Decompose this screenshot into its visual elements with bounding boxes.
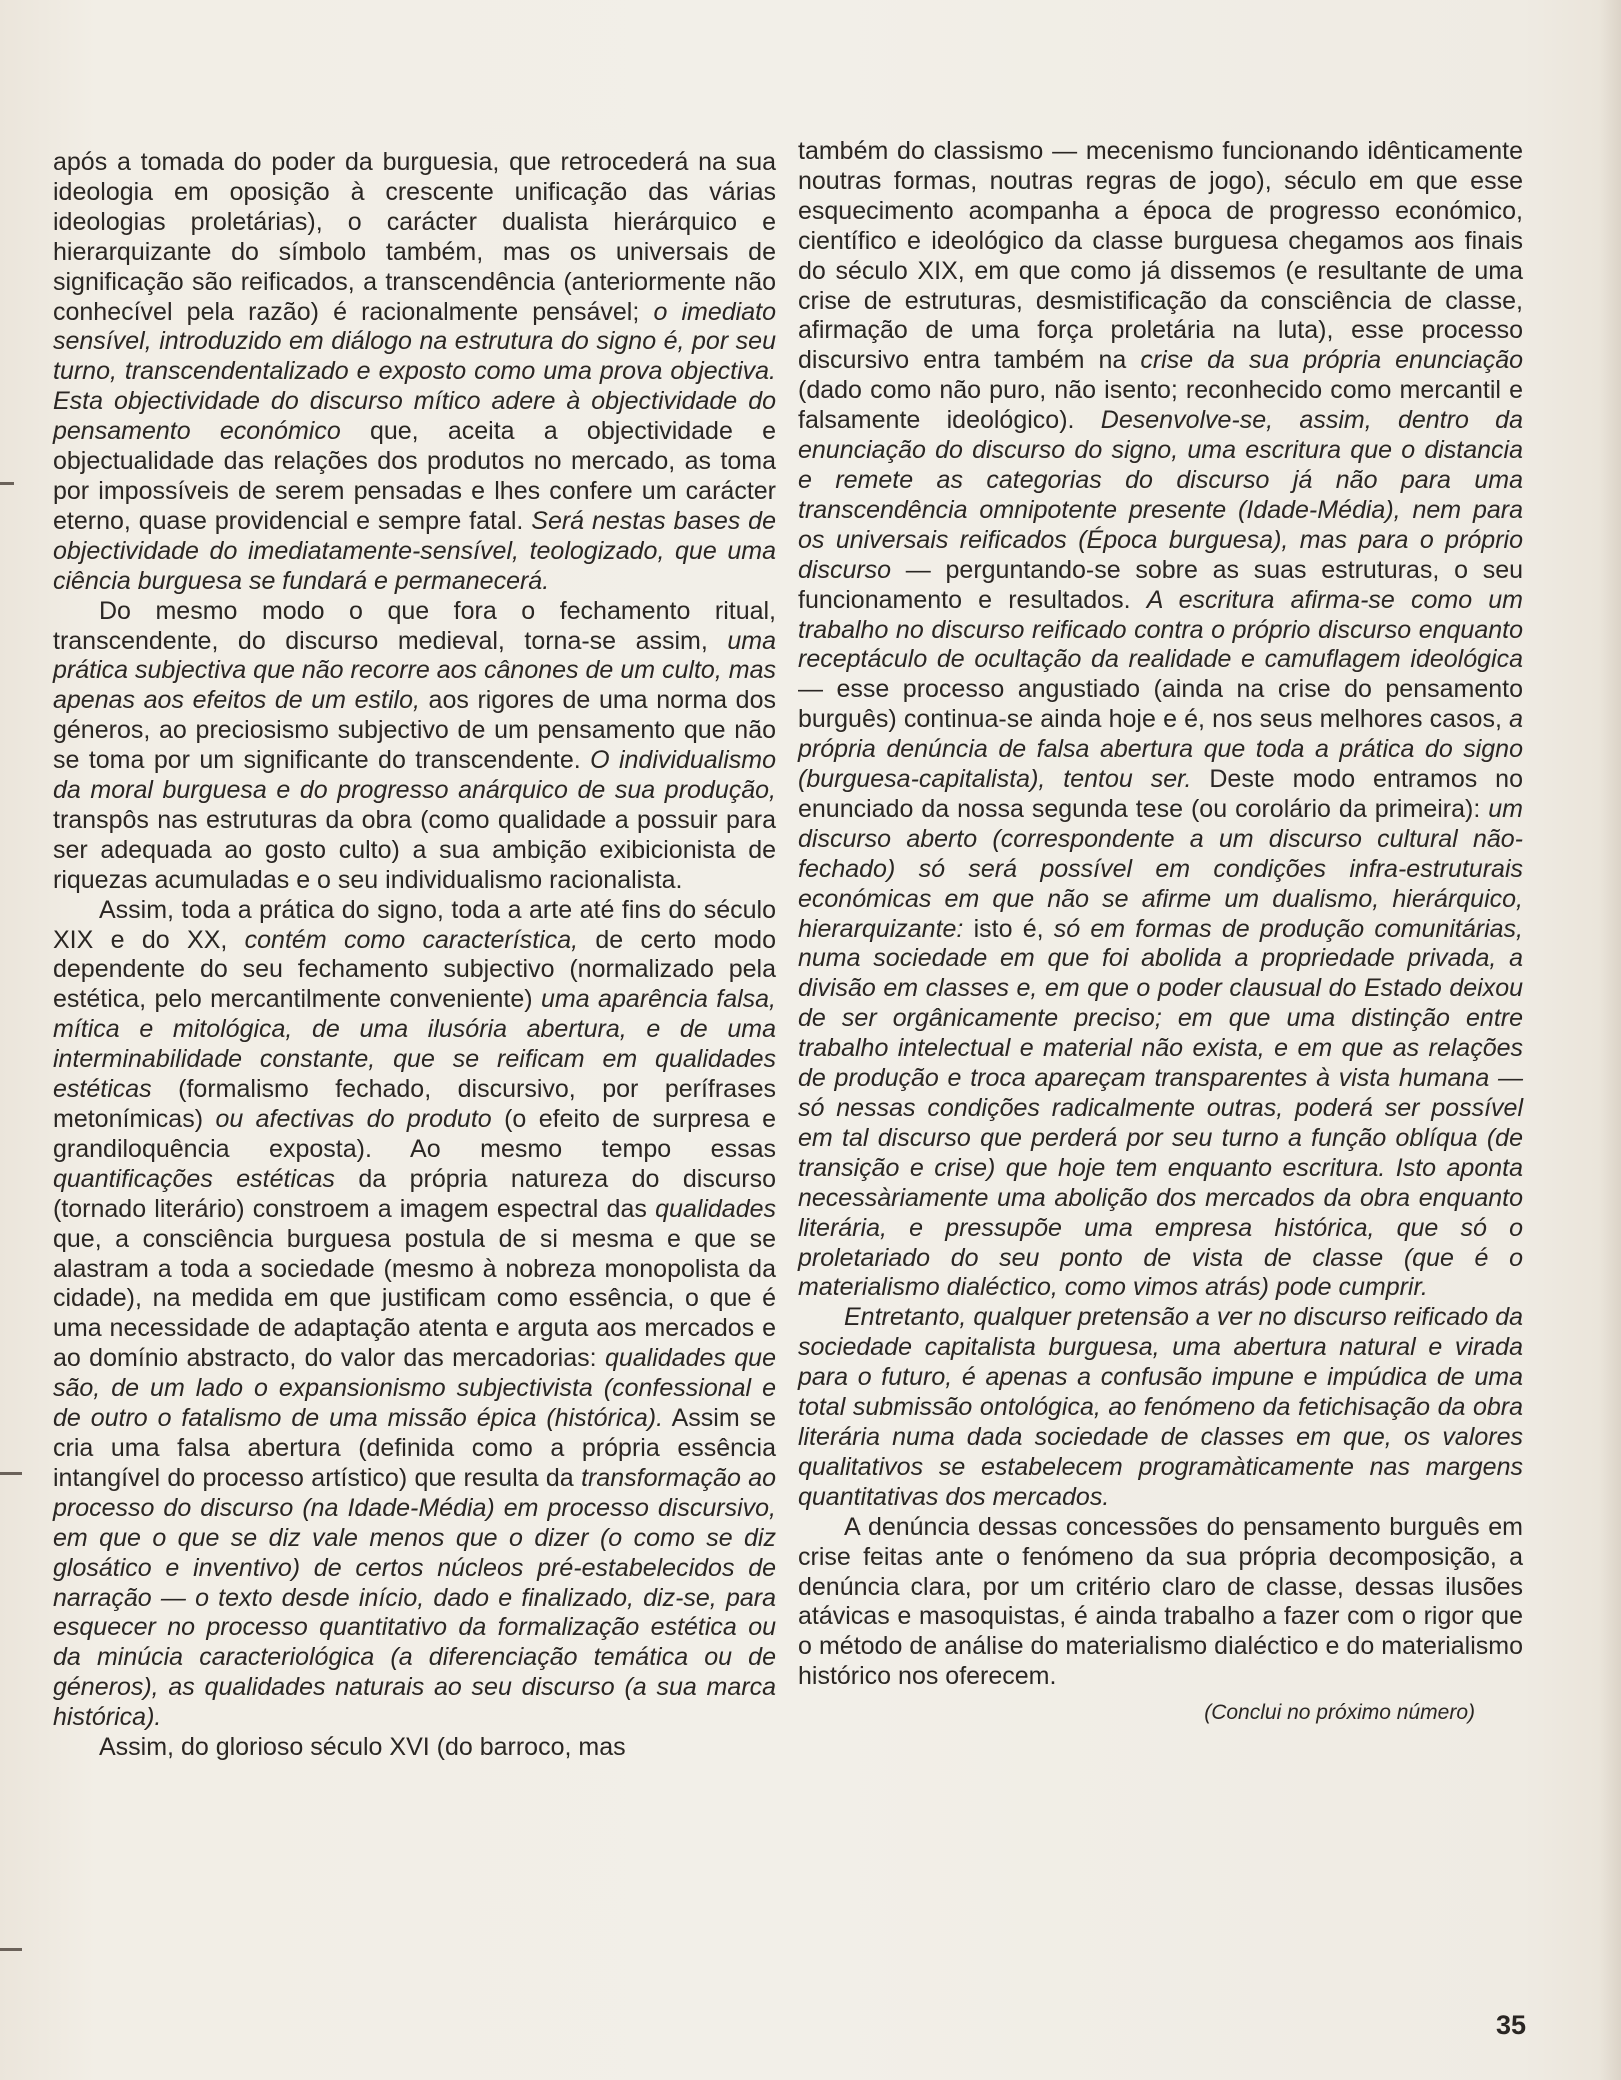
text-run: Deste modo entramos no enunciado da nossa segunda tese (ou corolário da primeira): <box>798 765 1523 823</box>
text-run: que, aceita a objectividade e objectualidade das relações dos produtos no mercado, as toma por impossíveis de serem pensadas e lhes confere um carácter eterno, quase providencial e sempre fatal. <box>53 417 776 535</box>
continuation-note: (Conclui no próximo número) <box>1204 1701 1475 1725</box>
page-number: 35 <box>1496 2010 1527 2040</box>
right-column <box>798 137 1523 1728</box>
italic-text: um discurso aberto (correspondente a um discurso cultural não-fechado) só será possível em condições infra-estruturais económicas em que não se afirme um dualismo, hierárquico, hierarquizante: <box>798 794 1523 943</box>
italic-text: ou afectivas do produto <box>215 1105 492 1133</box>
paragraph <box>798 1513 1523 1692</box>
italic-text: qualidades que são, de um lado o expansionismo subjectivista (confessional e de outro o fatalismo de uma missão épica (histórica). <box>53 1344 776 1433</box>
text-run: Assim se cria uma falsa abertura (definida como a própria essência intangível do processo artístico) que resulta da <box>53 1404 776 1492</box>
paragraph <box>53 1733 776 1763</box>
text-run: aos rigores de uma norma dos géneros, ao preciosismo subjectivo de um pensamento que não se toma por um significante do transcendente. <box>53 686 776 775</box>
paragraph <box>53 148 776 597</box>
left-column <box>53 148 776 1763</box>
margin-mark <box>0 1948 22 1951</box>
text-run: Assim, do glorioso século XVI (do barroco, mas <box>99 1733 626 1762</box>
italic-text: Será nestas bases de objectividade do imediatamente-sensível, teologizado, que uma ciência burguesa se fundará e permanecerá. <box>53 506 776 595</box>
text-run: que, a consciência burguesa postula de si mesma e que se alastram a toda a sociedade (mesmo à nobreza monopolista da cidade), na medida em que justificam como essência, o que é uma necessidade de adaptação atenta e arguta aos mercados e ao domínio abstracto, do valor das mercadorias: <box>53 1224 776 1373</box>
margin-mark <box>0 482 14 485</box>
text-run: após a tomada do poder da burguesia, que retrocederá na sua ideologia em oposição à crescente unificação das várias ideologias proletárias), o carácter dualista hierárquico e hierarquizante do símbolo também, mas os universais de significação são reificados, a transcendência (anteriormente não conhecível pela razão) é racionalmente pensável; <box>53 148 776 326</box>
text-run: Assim, toda a prática do signo, toda a arte até fins do século XIX e do XX, <box>53 895 776 954</box>
paragraph <box>798 1303 1523 1512</box>
italic-text: Entretanto, qualquer pretensão a ver no discurso reificado da sociedade capitalista burguesa, uma abertura natural e virada para o futuro, é apenas a confusão impune e impúdica de uma total submissão ontológica, ao fenómeno da fetichisação da obra literária numa dada sociedade de classes em que, os valores qualitativos se estabelecem programàticamente nas margens quantitativas dos mercados. <box>798 1303 1523 1511</box>
italic-text: contém como característica, <box>244 925 579 954</box>
italic-text: o imediato sensível, introduzido em diálogo na estrutura do signo é, por seu turno, transcendentalizado e exposto como uma prova objectiva. Esta objectividade do discurso mítico adere à objectividade do pensamento económico <box>53 297 776 446</box>
paragraph <box>53 597 776 896</box>
italic-text: quantificações estéticas <box>53 1164 335 1193</box>
italic-text: A escritura afirma-se como um trabalho no discurso reificado contra o próprio discurso enquanto receptáculo de ocultação da realidade e camuflagem ideológica <box>798 585 1523 674</box>
text-run: A denúncia dessas concessões do pensamento burguês em crise feitas ante o fenómeno da sua própria decomposição, a denúncia clara, por um critério claro de classe, dessas ilusões atávicas e masoquistas, é ainda trabalho a fazer com o rigor que o método de análise do materialismo dialéctico e do materialismo histórico nos oferecem. <box>798 1512 1523 1691</box>
text-run: (dado como não puro, não isento; reconhecido como mercantil e falsamente ideológico). <box>798 376 1523 435</box>
text-run: isto é, <box>963 914 1054 943</box>
paragraph <box>798 137 1523 1303</box>
text-run: — perguntando-se sobre as suas estruturas, o seu funcionamento e resultados. <box>798 555 1523 614</box>
italic-text: Desenvolve-se, assim, dentro da enunciação do discurso do signo, uma escritura que o distancia e remete as categorias do discurso já não para uma transcendência omnipotente presente (Idade-Média), nem para os universais reificados (Época burguesa), mas para o próprio discurso <box>798 406 1523 584</box>
text-run: (formalismo fechado, discursivo, por perífrases metonímicas) <box>53 1075 776 1133</box>
text-run: transpôs nas estruturas da obra (como qualidade a possuir para ser adequada ao gosto culto) a sua ambição exibicionista de riquezas acumuladas e o seu individualismo racionalista. <box>53 805 776 894</box>
italic-text: qualidades <box>655 1194 776 1223</box>
text-run: — esse processo angustiado (ainda na crise do pensamento burguês) continua-se ainda hoje e é, nos seus melhores casos, <box>798 675 1523 734</box>
text-run: da própria natureza do discurso (tornado literário) constroem a imagem espectral das <box>53 1164 776 1223</box>
text-run: Do mesmo modo o que fora o fechamento ritual, transcendente, do discurso medieval, torna-se assim, <box>53 596 776 655</box>
text-run: de certo modo dependente do seu fechamento subjectivo (normalizado pela estética, pelo mercantilmente conveniente) <box>53 925 776 1014</box>
italic-text: crise da sua própria enunciação <box>1140 346 1523 375</box>
margin-mark <box>0 1472 22 1475</box>
italic-text: uma prática subjectiva que não recorre aos cânones de um culto, mas apenas aos efeitos de um estilo, <box>53 626 776 715</box>
italic-text: a própria denúncia de falsa abertura que toda a prática do signo (burguesa-capitalista), tentou ser. <box>798 705 1523 794</box>
italic-text: uma aparência falsa, mítica e mitológica, de uma ilusória abertura, e de uma interminabilidade constante, que se reificam em qualidades estéticas <box>53 985 776 1104</box>
text-run: (o efeito de surpresa e grandiloquência exposta). Ao mesmo tempo essas <box>53 1105 777 1163</box>
italic-text: transformação ao processo do discurso (na Idade-Média) em processo discursivo, em que o que se diz vale menos que o dizer (o como se diz glosático e inventivo) de certos núcleos pré-estabelecidos de narração — o texto desde início, dado e finalizado, diz-se, para esquecer no processo quantitativo da formalização estética ou da minúcia caracteriológica (a diferenciação temática ou de géneros), as qualidades naturais ao seu discurso (a sua marca histórica). <box>53 1463 777 1732</box>
italic-text: só em formas de produção comunitárias, numa sociedade em que foi abolida a propriedade privada, a divisão em classes e, em que o poder clausual do Estado deixou de ser orgânicamente preciso; em que uma distinção entre trabalho intelectual e material não exista, e em que as relações de produção e troca apareçam transparentes à vista humana — só nessas condições radicalmente outras, poderá ser possível em tal discurso que perderá por seu turno a função oblíqua (de transição e crise) que hoje tem enquanto escritura. Isto aponta necessàriamente uma abolição dos mercados da obra enquanto literária, e pressupõe uma empresa histórica, que só o proletariado do seu ponto de vista de classe (que é o materialismo dialéctico, como vimos atrás) pode cumprir. <box>798 914 1524 1302</box>
italic-text: O individualismo da moral burguesa e do progresso anárquico de sua produção, <box>53 746 776 805</box>
text-run: também do classismo — mecenismo funcionando idênticamente noutras formas, noutras regras de jogo), século em que esse esquecimento acompanha a época de progresso económico, científico e ideológico da classe burguesa chegamos aos finais do século XIX, em que como já dissemos (e resultante de uma crise de estruturas, desmistificação da consciência de classe, afirmação de uma força proletária na luta), esse processo discursivo entra também na <box>798 137 1523 375</box>
paragraph <box>53 896 776 1733</box>
